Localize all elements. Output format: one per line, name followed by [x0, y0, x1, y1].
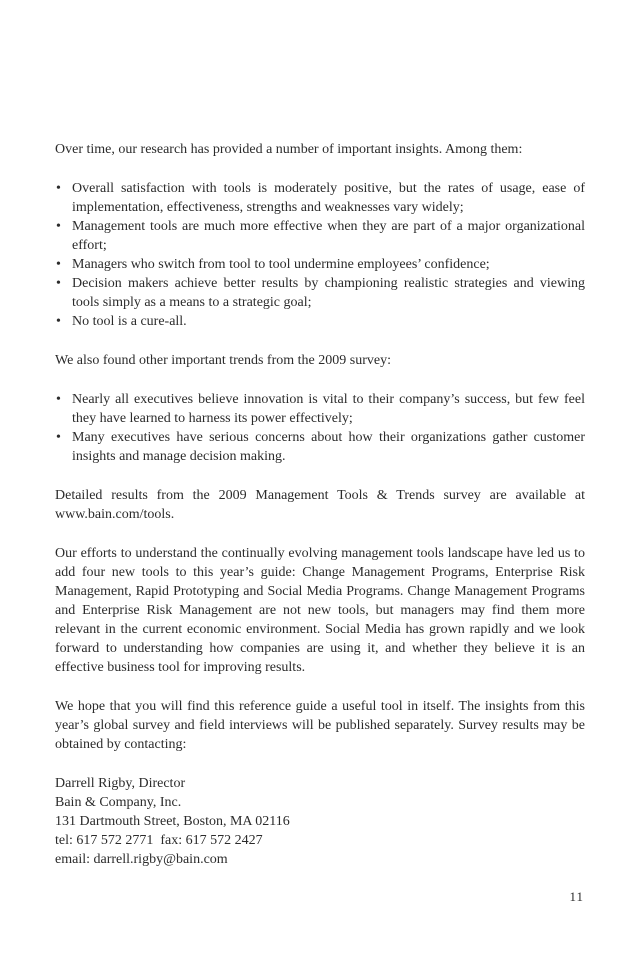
list-item: • Overall satisfaction with tools is moderately positive, but the rates of usage, ease of implementation, effectiveness, strengths and weaknesses vary widely;	[56, 181, 585, 215]
bullet-icon: •	[56, 181, 61, 196]
contact-name: Darrell Rigby, Director	[55, 776, 186, 791]
bullet-icon: •	[56, 430, 61, 445]
hope-paragraph: We hope that you will find this reference guide a useful tool in itself. The insights from this year’s global survey and field interviews will be published separately. Survey results may be obtained by contacting:	[55, 699, 585, 752]
document-body	[55, 140, 585, 869]
contact-phones: tel: 617 572 2771 fax: 617 572 2427	[55, 833, 263, 848]
contact-address: 131 Dartmouth Street, Boston, MA 02116	[55, 814, 290, 829]
list-item: • Management tools are much more effective when they are part of a major organizational effort;	[56, 219, 585, 253]
insights-intro: Over time, our research has provided a number of important insights. Among them:	[55, 142, 523, 157]
bullet-icon: •	[56, 314, 61, 329]
list-item: • Many executives have serious concerns about how their organizations gather customer insights and manage decision making.	[56, 430, 585, 464]
efforts-paragraph: Our efforts to understand the continually evolving management tools landscape have led us to add four new tools to this year’s guide: Change Management Programs, Enterprise Risk Management, Rapid Prototyping and Social Media Programs. Change Management Programs and Enterprise Risk Management are not new tools, but managers may find them more relevant in the current economic environment. Social Media has grown rapidly and we look forward to understanding how companies are using it, and whether they believe it is an effective business tool for improving results.	[55, 546, 585, 675]
contact-block	[55, 774, 585, 869]
list-item: • Nearly all executives believe innovation is vital to their company’s success, but few feel they have learned to harness its power effectively;	[56, 392, 585, 426]
list-item: • Managers who switch from tool to tool undermine employees’ confidence;	[56, 257, 490, 272]
insights-list	[55, 179, 585, 331]
page-number: 11	[569, 889, 584, 904]
results-paragraph: Detailed results from the 2009 Management Tools & Trends survey are available at www.bain.com/tools.	[55, 488, 585, 522]
trends-list	[55, 390, 585, 466]
contact-company: Bain & Company, Inc.	[55, 795, 182, 810]
bullet-icon: •	[56, 392, 61, 407]
list-item: • Decision makers achieve better results by championing realistic strategies and viewing tools simply as a means to a strategic goal;	[56, 276, 585, 310]
contact-email: email: darrell.rigby@bain.com	[55, 852, 228, 867]
bullet-icon: •	[56, 257, 61, 272]
trends-intro: We also found other important trends from the 2009 survey:	[55, 353, 391, 368]
bullet-icon: •	[56, 219, 61, 234]
bullet-icon: •	[56, 276, 61, 291]
list-item: • No tool is a cure-all.	[56, 314, 187, 329]
